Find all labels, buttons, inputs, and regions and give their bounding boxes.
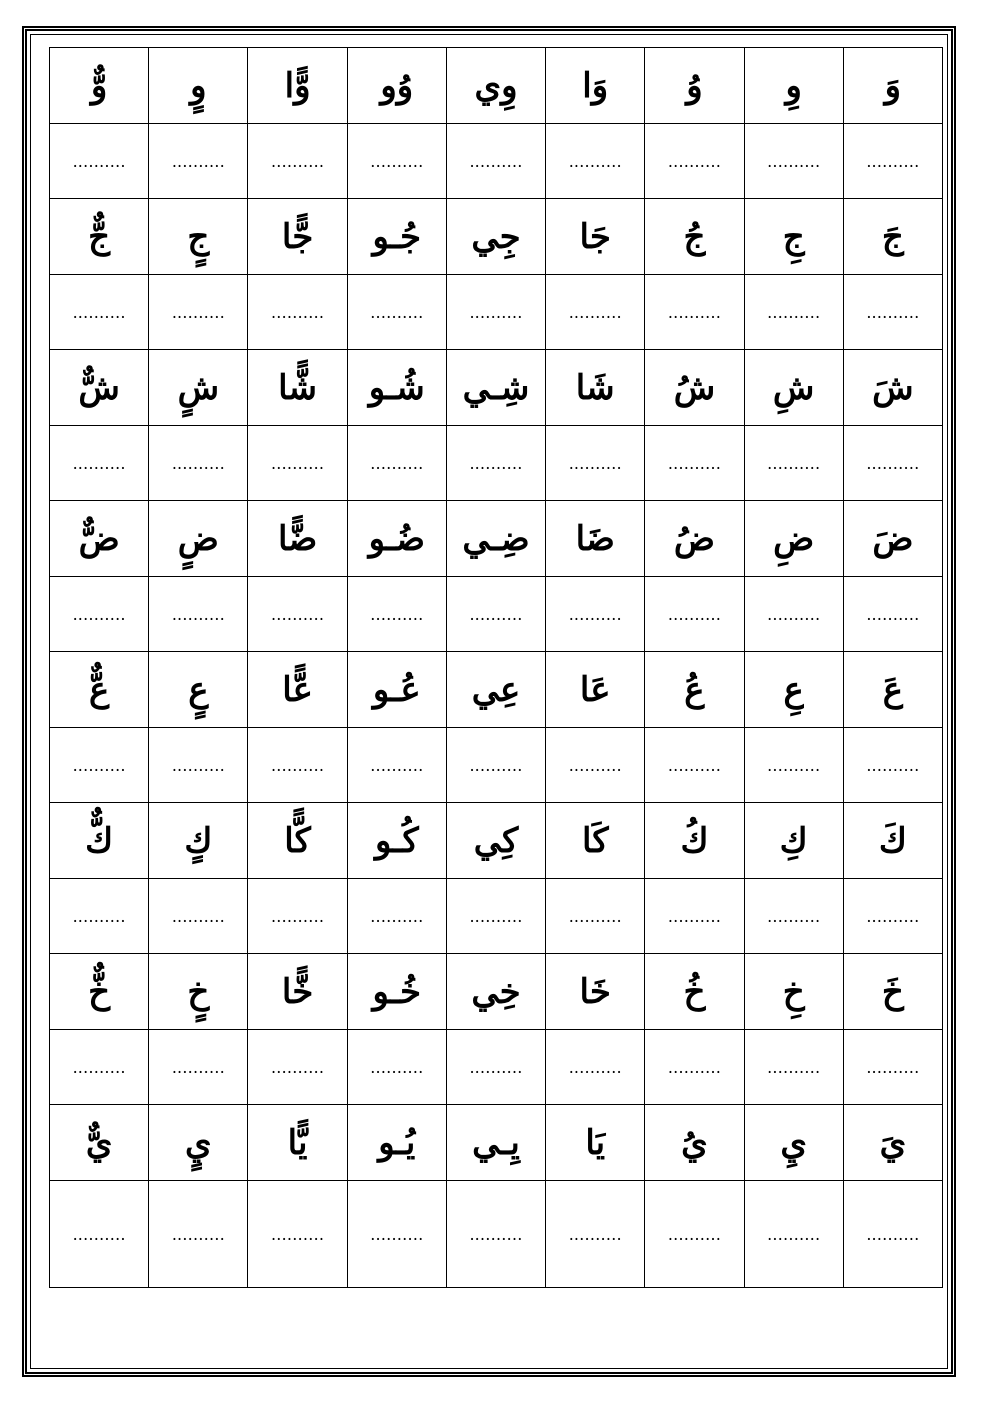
writing-blank[interactable]: ……….: [546, 1181, 645, 1288]
writing-blank[interactable]: ……….: [843, 275, 942, 350]
writing-blank[interactable]: ……….: [744, 426, 843, 501]
writing-row: [50, 1181, 943, 1288]
writing-blank[interactable]: ……….: [50, 124, 149, 199]
syllable-cell: كٍ: [149, 803, 248, 879]
writing-blank[interactable]: ……….: [446, 426, 545, 501]
writing-blank[interactable]: ……….: [744, 1181, 843, 1288]
writing-row: [50, 1030, 943, 1105]
writing-blank[interactable]: ……….: [50, 275, 149, 350]
writing-blank[interactable]: ……….: [744, 577, 843, 652]
writing-blank[interactable]: ……….: [446, 577, 545, 652]
syllable-cell: يُـو: [347, 1105, 446, 1181]
writing-blank[interactable]: ……….: [645, 1181, 744, 1288]
writing-blank[interactable]: ……….: [744, 124, 843, 199]
syllable-cell: يُ: [645, 1105, 744, 1181]
writing-blank[interactable]: ……….: [347, 1181, 446, 1288]
writing-row: [50, 275, 943, 350]
writing-blank[interactable]: ……….: [446, 124, 545, 199]
syllable-row: [50, 1105, 943, 1181]
syllable-row: [50, 803, 943, 879]
writing-blank[interactable]: ……….: [546, 577, 645, 652]
syllable-cell: عَ: [843, 652, 942, 728]
writing-blank[interactable]: ……….: [843, 426, 942, 501]
syllable-cell: شًّا: [248, 350, 347, 426]
writing-blank[interactable]: ……….: [645, 124, 744, 199]
writing-blank[interactable]: ……….: [546, 879, 645, 954]
syllable-cell: ضُ: [645, 501, 744, 577]
syllable-cell: يَ: [843, 1105, 942, 1181]
writing-blank[interactable]: ……….: [843, 1030, 942, 1105]
writing-blank[interactable]: ……….: [645, 879, 744, 954]
writing-blank[interactable]: ……….: [843, 1181, 942, 1288]
writing-blank[interactable]: ……….: [446, 728, 545, 803]
writing-blank[interactable]: ……….: [50, 1030, 149, 1105]
syllable-cell: جُـو: [347, 199, 446, 275]
writing-blank[interactable]: ……….: [546, 124, 645, 199]
writing-blank[interactable]: ……….: [50, 728, 149, 803]
syllable-cell: عِي: [446, 652, 545, 728]
syllable-cell: كٌّ: [50, 803, 149, 879]
syllable-cell: جًّا: [248, 199, 347, 275]
syllable-cell: شٌّ: [50, 350, 149, 426]
writing-blank[interactable]: ……….: [645, 1030, 744, 1105]
syllable-row: [50, 954, 943, 1030]
writing-blank[interactable]: ……….: [149, 426, 248, 501]
syllable-cell: وُو: [347, 48, 446, 124]
syllable-cell: كُـو: [347, 803, 446, 879]
syllable-cell: وَا: [546, 48, 645, 124]
syllable-cell: يَا: [546, 1105, 645, 1181]
writing-blank[interactable]: ……….: [50, 577, 149, 652]
syllable-cell: وٌّ: [50, 48, 149, 124]
syllable-cell: شِـي: [446, 350, 545, 426]
writing-blank[interactable]: ……….: [149, 1181, 248, 1288]
syllable-cell: وَ: [843, 48, 942, 124]
syllable-cell: جُ: [645, 199, 744, 275]
syllable-cell: كَا: [546, 803, 645, 879]
syllable-cell: ضُـو: [347, 501, 446, 577]
syllable-cell: شٍ: [149, 350, 248, 426]
syllable-cell: عِ: [744, 652, 843, 728]
writing-blank[interactable]: ……….: [248, 577, 347, 652]
syllable-cell: عُـو: [347, 652, 446, 728]
writing-blank[interactable]: ……….: [347, 426, 446, 501]
writing-row: [50, 577, 943, 652]
syllable-worksheet-grid: [49, 47, 943, 1288]
syllable-cell: كِ: [744, 803, 843, 879]
writing-blank[interactable]: ……….: [347, 1030, 446, 1105]
writing-blank[interactable]: ……….: [248, 728, 347, 803]
syllable-cell: خِ: [744, 954, 843, 1030]
writing-blank[interactable]: ……….: [149, 728, 248, 803]
writing-blank[interactable]: ……….: [347, 124, 446, 199]
syllable-cell: عَا: [546, 652, 645, 728]
syllable-cell: خَ: [843, 954, 942, 1030]
syllable-row: [50, 48, 943, 124]
writing-blank[interactable]: ……….: [843, 879, 942, 954]
syllable-row: [50, 652, 943, 728]
writing-row: [50, 124, 943, 199]
writing-blank[interactable]: ……….: [50, 879, 149, 954]
syllable-cell: ضًّا: [248, 501, 347, 577]
syllable-cell: جِ: [744, 199, 843, 275]
writing-blank[interactable]: ……….: [248, 124, 347, 199]
writing-blank[interactable]: ……….: [546, 275, 645, 350]
writing-blank[interactable]: ……….: [446, 1181, 545, 1288]
syllable-cell: شَ: [843, 350, 942, 426]
writing-row: [50, 426, 943, 501]
syllable-cell: شَا: [546, 350, 645, 426]
syllable-cell: يِـي: [446, 1105, 545, 1181]
syllable-cell: ضَ: [843, 501, 942, 577]
syllable-cell: كَ: [843, 803, 942, 879]
writing-blank[interactable]: ……….: [843, 728, 942, 803]
syllable-cell: جٌّ: [50, 199, 149, 275]
writing-blank[interactable]: ……….: [50, 426, 149, 501]
writing-blank[interactable]: ……….: [546, 728, 645, 803]
writing-blank[interactable]: ……….: [645, 728, 744, 803]
writing-blank[interactable]: ……….: [248, 1181, 347, 1288]
writing-blank[interactable]: ……….: [149, 1030, 248, 1105]
writing-blank[interactable]: ……….: [546, 426, 645, 501]
syllable-cell: عُ: [645, 652, 744, 728]
writing-blank[interactable]: ……….: [248, 1030, 347, 1105]
writing-blank[interactable]: ……….: [446, 879, 545, 954]
syllable-cell: خَا: [546, 954, 645, 1030]
syllable-cell: جِي: [446, 199, 545, 275]
syllable-row: [50, 501, 943, 577]
syllable-cell: عٍ: [149, 652, 248, 728]
syllable-cell: شُـو: [347, 350, 446, 426]
syllable-cell: جٍ: [149, 199, 248, 275]
syllable-cell: خًّا: [248, 954, 347, 1030]
writing-blank[interactable]: ……….: [744, 879, 843, 954]
writing-blank[interactable]: ……….: [248, 879, 347, 954]
syllable-cell: وُ: [645, 48, 744, 124]
syllable-cell: وٍ: [149, 48, 248, 124]
syllable-cell: يِ: [744, 1105, 843, 1181]
syllable-cell: وًّا: [248, 48, 347, 124]
writing-row: [50, 879, 943, 954]
syllable-row: [50, 350, 943, 426]
syllable-cell: كِي: [446, 803, 545, 879]
writing-blank[interactable]: ……….: [645, 275, 744, 350]
writing-blank[interactable]: ……….: [446, 275, 545, 350]
writing-blank[interactable]: ……….: [347, 879, 446, 954]
writing-blank[interactable]: ……….: [149, 275, 248, 350]
syllable-cell: جَ: [843, 199, 942, 275]
writing-blank[interactable]: ……….: [50, 1181, 149, 1288]
syllable-cell: كُ: [645, 803, 744, 879]
syllable-cell: يًّا: [248, 1105, 347, 1181]
writing-blank[interactable]: ……….: [843, 577, 942, 652]
syllable-cell: يٍ: [149, 1105, 248, 1181]
syllable-cell: وِي: [446, 48, 545, 124]
writing-blank[interactable]: ……….: [347, 728, 446, 803]
syllable-cell: كًّا: [248, 803, 347, 879]
writing-blank[interactable]: ……….: [546, 1030, 645, 1105]
syllable-cell: ضٌّ: [50, 501, 149, 577]
syllable-row: [50, 199, 943, 275]
syllable-cell: ضَا: [546, 501, 645, 577]
syllable-cell: وِ: [744, 48, 843, 124]
syllable-cell: عًّا: [248, 652, 347, 728]
writing-blank[interactable]: ……….: [843, 124, 942, 199]
writing-blank[interactable]: ……….: [347, 577, 446, 652]
syllable-cell: جَا: [546, 199, 645, 275]
syllable-cell: خُ: [645, 954, 744, 1030]
syllable-cell: شِ: [744, 350, 843, 426]
syllable-cell: ضِ: [744, 501, 843, 577]
syllable-cell: خٍ: [149, 954, 248, 1030]
writing-blank[interactable]: ……….: [248, 275, 347, 350]
writing-blank[interactable]: ……….: [645, 426, 744, 501]
writing-blank[interactable]: ……….: [645, 577, 744, 652]
writing-blank[interactable]: ……….: [744, 728, 843, 803]
writing-blank[interactable]: ……….: [149, 124, 248, 199]
syllable-cell: شُ: [645, 350, 744, 426]
syllable-cell: ضٍ: [149, 501, 248, 577]
writing-blank[interactable]: ……….: [248, 426, 347, 501]
writing-blank[interactable]: ……….: [446, 1030, 545, 1105]
writing-blank[interactable]: ……….: [744, 1030, 843, 1105]
writing-row: [50, 728, 943, 803]
syllable-cell: خٌّ: [50, 954, 149, 1030]
syllable-cell: خُـو: [347, 954, 446, 1030]
syllable-cell: عٌّ: [50, 652, 149, 728]
syllable-cell: ضِـي: [446, 501, 545, 577]
writing-blank[interactable]: ……….: [149, 577, 248, 652]
writing-blank[interactable]: ……….: [744, 275, 843, 350]
syllable-cell: يٌّ: [50, 1105, 149, 1181]
syllable-cell: خِي: [446, 954, 545, 1030]
writing-blank[interactable]: ……….: [347, 275, 446, 350]
writing-blank[interactable]: ……….: [149, 879, 248, 954]
